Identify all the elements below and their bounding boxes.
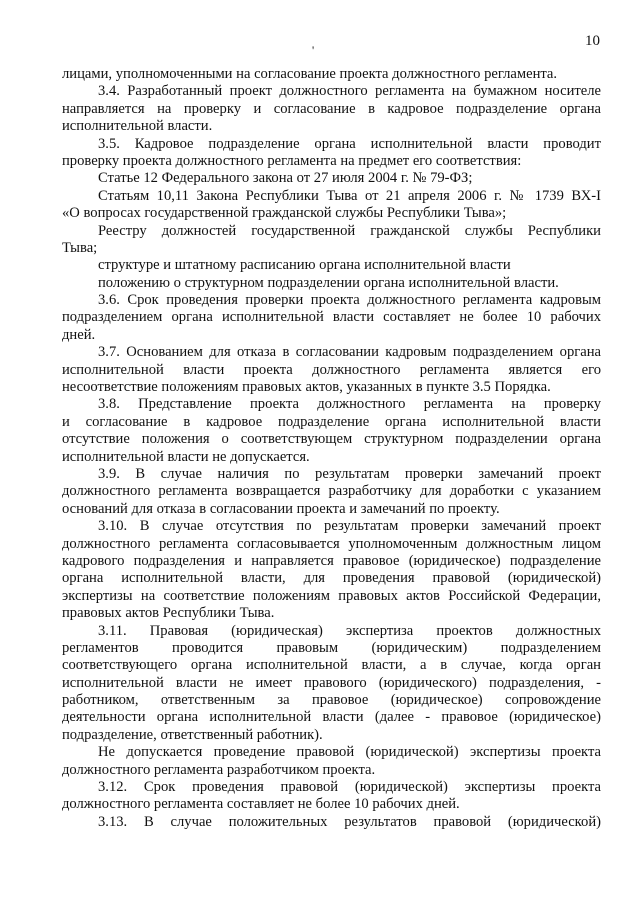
text-line: исполнительной власти проекта должностного регламента является его <box>62 361 601 378</box>
text-line: подразделением органа исполнительной власти составляет не более 10 рабочих <box>62 309 601 326</box>
text-line: структуре и штатному расписанию органа исполнительной власти <box>98 257 511 274</box>
text-line: направляется на проверку и согласование в кадровое подразделение органа <box>62 100 601 117</box>
text-line: исполнительной власти не допускается. <box>62 448 310 465</box>
text-line: должностного регламента возвращается разработчику для доработки с указанием <box>62 483 601 500</box>
text-line: работником, ответственным за правовое (юридическое) сопровождение <box>62 692 601 709</box>
text-line: исполнительной власти. <box>62 118 213 135</box>
text-line: деятельности органа исполнительной власти (далее - правовое (юридическое) <box>62 709 601 726</box>
text-line: Тыва; <box>62 239 98 256</box>
text-line: 3.8. Представление проекта должностного регламента на проверку <box>98 396 601 413</box>
text-line: Статьям 10,11 Закона Республики Тыва от 21 апреля 2006 г. № 1739 ВХ-I <box>98 187 601 204</box>
stray-mark: ' <box>312 43 315 57</box>
text-line: дней. <box>62 326 96 343</box>
page-number: 10 <box>585 33 600 49</box>
text-line: экспертизы на соответствие положениям правовых актов Российской Федерации, <box>62 587 601 604</box>
text-line: кадрового подразделения и направляется правовое (юридическое) подразделение <box>62 552 601 569</box>
text-line: исполнительной власти не имеет правового (юридического) подразделения, - <box>62 674 601 691</box>
text-line: проверку проекта должностного регламента на предмет его соответствия: <box>62 152 522 169</box>
text-line: Реестру должностей государственной гражданской службы Республики <box>98 222 601 239</box>
text-line: положению о структурном подразделении органа исполнительной власти. <box>98 274 559 291</box>
text-line: 3.11. Правовая (юридическая) экспертиза проектов должностных <box>98 622 601 639</box>
text-line: лицами, уполномоченными на согласование проекта должностного регламента. <box>62 66 558 82</box>
text-line: 3.4. Разработанный проект должностного регламента на бумажном носителе <box>98 83 601 100</box>
text-line: «О вопросах государственной гражданской службы Республики Тыва»; <box>62 205 507 222</box>
text-line: соответствующего органа исполнительной власти, а в случае, когда орган <box>62 657 601 674</box>
text-line: 3.10. В случае отсутствия по результатам проверки замечаний проект <box>98 518 601 535</box>
text-line: оснований для отказа в согласовании проекта и замечаний по проекту. <box>62 500 500 517</box>
text-line: и согласование в кадровое подразделение органа исполнительной власти <box>62 413 601 430</box>
text-line: должностного регламента согласовывается уполномоченным должностным лицом <box>62 535 601 552</box>
text-line: Не допускается проведение правовой (юридической) экспертизы проекта <box>98 744 601 761</box>
text-line: несоответствие положениям правовых актов, указанных в пункте 3.5 Порядка. <box>62 379 551 396</box>
text-line: 3.13. В случае положительных результатов правовой (юридической) <box>98 813 601 830</box>
text-line: органа исполнительной власти, для проведения правовой (юридической) <box>62 570 601 587</box>
text-line: 3.5. Кадровое подразделение органа исполнительной власти проводит <box>98 135 601 152</box>
text-line: 3.12. Срок проведения правовой (юридической) экспертизы проекта <box>98 779 601 796</box>
text-line: Статье 12 Федерального закона от 27 июля 2004 г. № 79-ФЗ; <box>98 170 473 187</box>
text-line: правовых актов Республики Тыва. <box>62 605 275 622</box>
text-line: 3.9. В случае наличия по результатам проверки замечаний проект <box>98 465 601 482</box>
document-body <box>62 66 601 831</box>
text-line: 3.7. Основанием для отказа в согласовании кадровым подразделением органа <box>98 344 601 361</box>
text-line: должностного регламента разработчиком проекта. <box>62 761 376 778</box>
text-line: подразделение, ответственный работник). <box>62 726 323 743</box>
text-line: 3.6. Срок проведения проверки проекта должностного регламента кадровым <box>98 292 601 309</box>
text-line: должностного регламента составляет не более 10 рабочих дней. <box>62 796 460 813</box>
text-line: регламентов проводится правовым (юридическим) подразделением <box>62 639 601 656</box>
text-line: отсутствие положения о соответствующем структурном подразделении органа <box>62 431 601 448</box>
